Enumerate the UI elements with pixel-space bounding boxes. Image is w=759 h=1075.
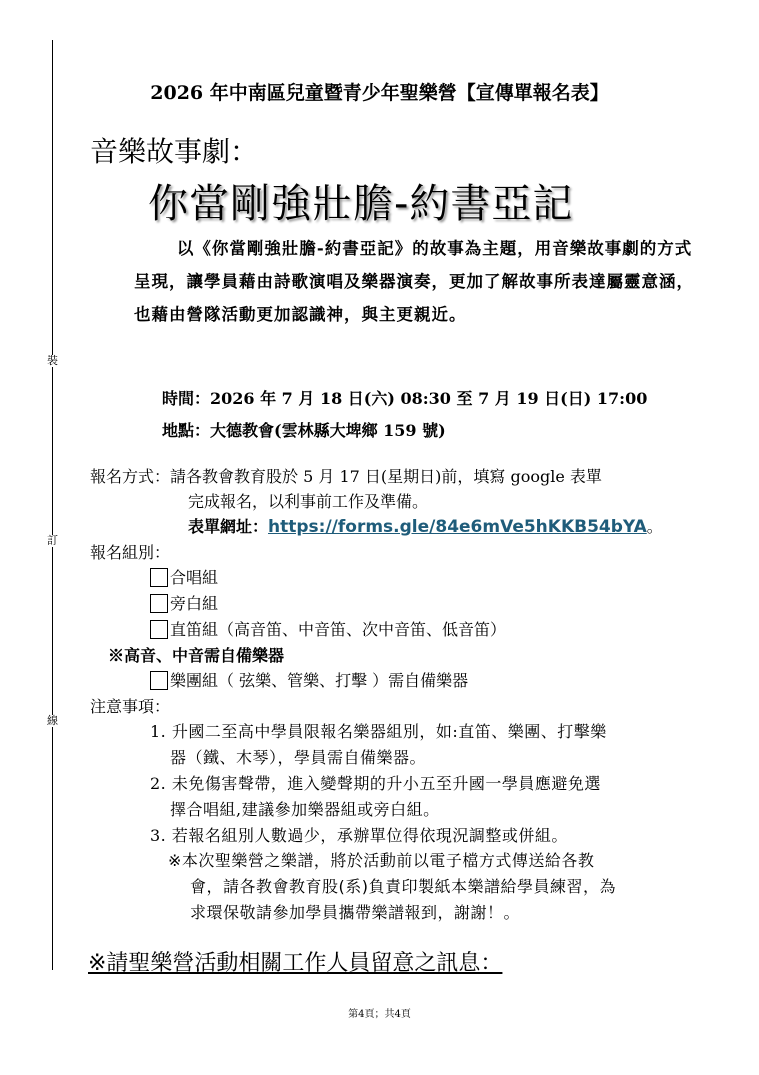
note-1-line2: 器（鐵、木琴），學員需自備樂器。 — [170, 748, 427, 767]
note-2-line2: 擇合唱組,建議參加樂器組或旁白組。 — [170, 800, 440, 819]
page-title: 2026 年中南區兒童暨青少年聖樂營【宣傳單報名表】 — [150, 82, 609, 104]
note-2-line1: 2. 未免傷害聲帶，進入變聲期的升小五至升國一學員應避免選 — [150, 774, 601, 793]
band-checkbox[interactable] — [150, 671, 168, 690]
registration-method-line2: 完成報名，以利事前工作及準備。 — [188, 492, 429, 511]
form-url-end: 。 — [646, 517, 663, 536]
notes-label: 注意事項： — [90, 697, 171, 716]
page-footer: 第4頁；共4頁 — [348, 1009, 411, 1020]
form-url-link[interactable]: https://forms.gle/84e6mVe5hKKB54bYA — [268, 517, 647, 537]
group-band-row — [150, 668, 468, 691]
registration-method-line1: 請各教會教育股於 5 月 17 日(星期日)前，填寫 google 表單 — [170, 467, 602, 486]
event-place: 地點：大德教會(雲林縣大埤鄉 159 號) — [162, 421, 446, 440]
intro-paragraph: 以《你當剛強壯膽-約書亞記》的故事為主題，用音樂故事劇的方式呈現，讓學員藉由詩歌演唱及樂器演奏，更加了解故事所表達屬靈意涵，也藉由營隊活動更加認識神，與主更親近。 — [134, 239, 694, 324]
sheet-music-note-line3: 求環保敬請參加學員攜帶樂譜報到，謝謝！。 — [190, 903, 521, 922]
note-3: 3. 若報名組別人數過少，承辦單位得依現況調整或併組。 — [150, 826, 568, 845]
group-choir-label: 合唱組 — [170, 568, 219, 587]
binding-mark-zhuang: 裝 — [47, 354, 58, 367]
group-narration-row — [150, 591, 218, 614]
choir-checkbox[interactable] — [150, 568, 168, 587]
recorder-checkbox[interactable] — [150, 620, 168, 639]
form-url-label: 表單網址： — [188, 517, 269, 536]
drama-title: 你當剛強壯膽-約書亞記 — [148, 181, 574, 227]
event-time: 時間：2026 年 7 月 18 日(六) 08:30 至 7 月 19 日(日) 17:00 — [162, 389, 648, 408]
form-url-row — [188, 514, 663, 537]
group-recorder-row — [150, 617, 506, 640]
narration-checkbox[interactable] — [150, 594, 168, 613]
binding-mark-xian: 線 — [47, 714, 58, 727]
groups-label: 報名組別： — [90, 543, 171, 562]
sheet-music-note-line2: 會，請各教會教育股(系)負責印製紙本樂譜給學員練習，為 — [190, 877, 616, 896]
staff-notice-heading: ※請聖樂營活動相關工作人員留意之訊息： — [88, 951, 503, 976]
group-narration-label: 旁白組 — [170, 594, 219, 613]
binding-mark-ding: 訂 — [47, 534, 58, 547]
group-choir-row — [150, 565, 218, 588]
sheet-music-note-line1: ※本次聖樂營之樂譜，將於活動前以電子檔方式傳送給各教 — [168, 851, 595, 870]
group-band-label: 樂團組（ 弦樂、管樂、打擊 ）需自備樂器 — [170, 671, 469, 690]
registration-method-label: 報名方式： — [90, 467, 171, 486]
binding-line — [52, 40, 53, 970]
group-recorder-label: 直笛組（高音笛、中音笛、次中音笛、低音笛） — [170, 620, 507, 639]
recorder-note: ※高音、中音需自備樂器 — [108, 646, 285, 665]
subtitle: 音樂故事劇： — [90, 135, 259, 168]
note-1-line1: 1. 升國二至高中學員限報名樂器組別，如:直笛、樂團、打擊樂 — [150, 722, 607, 741]
